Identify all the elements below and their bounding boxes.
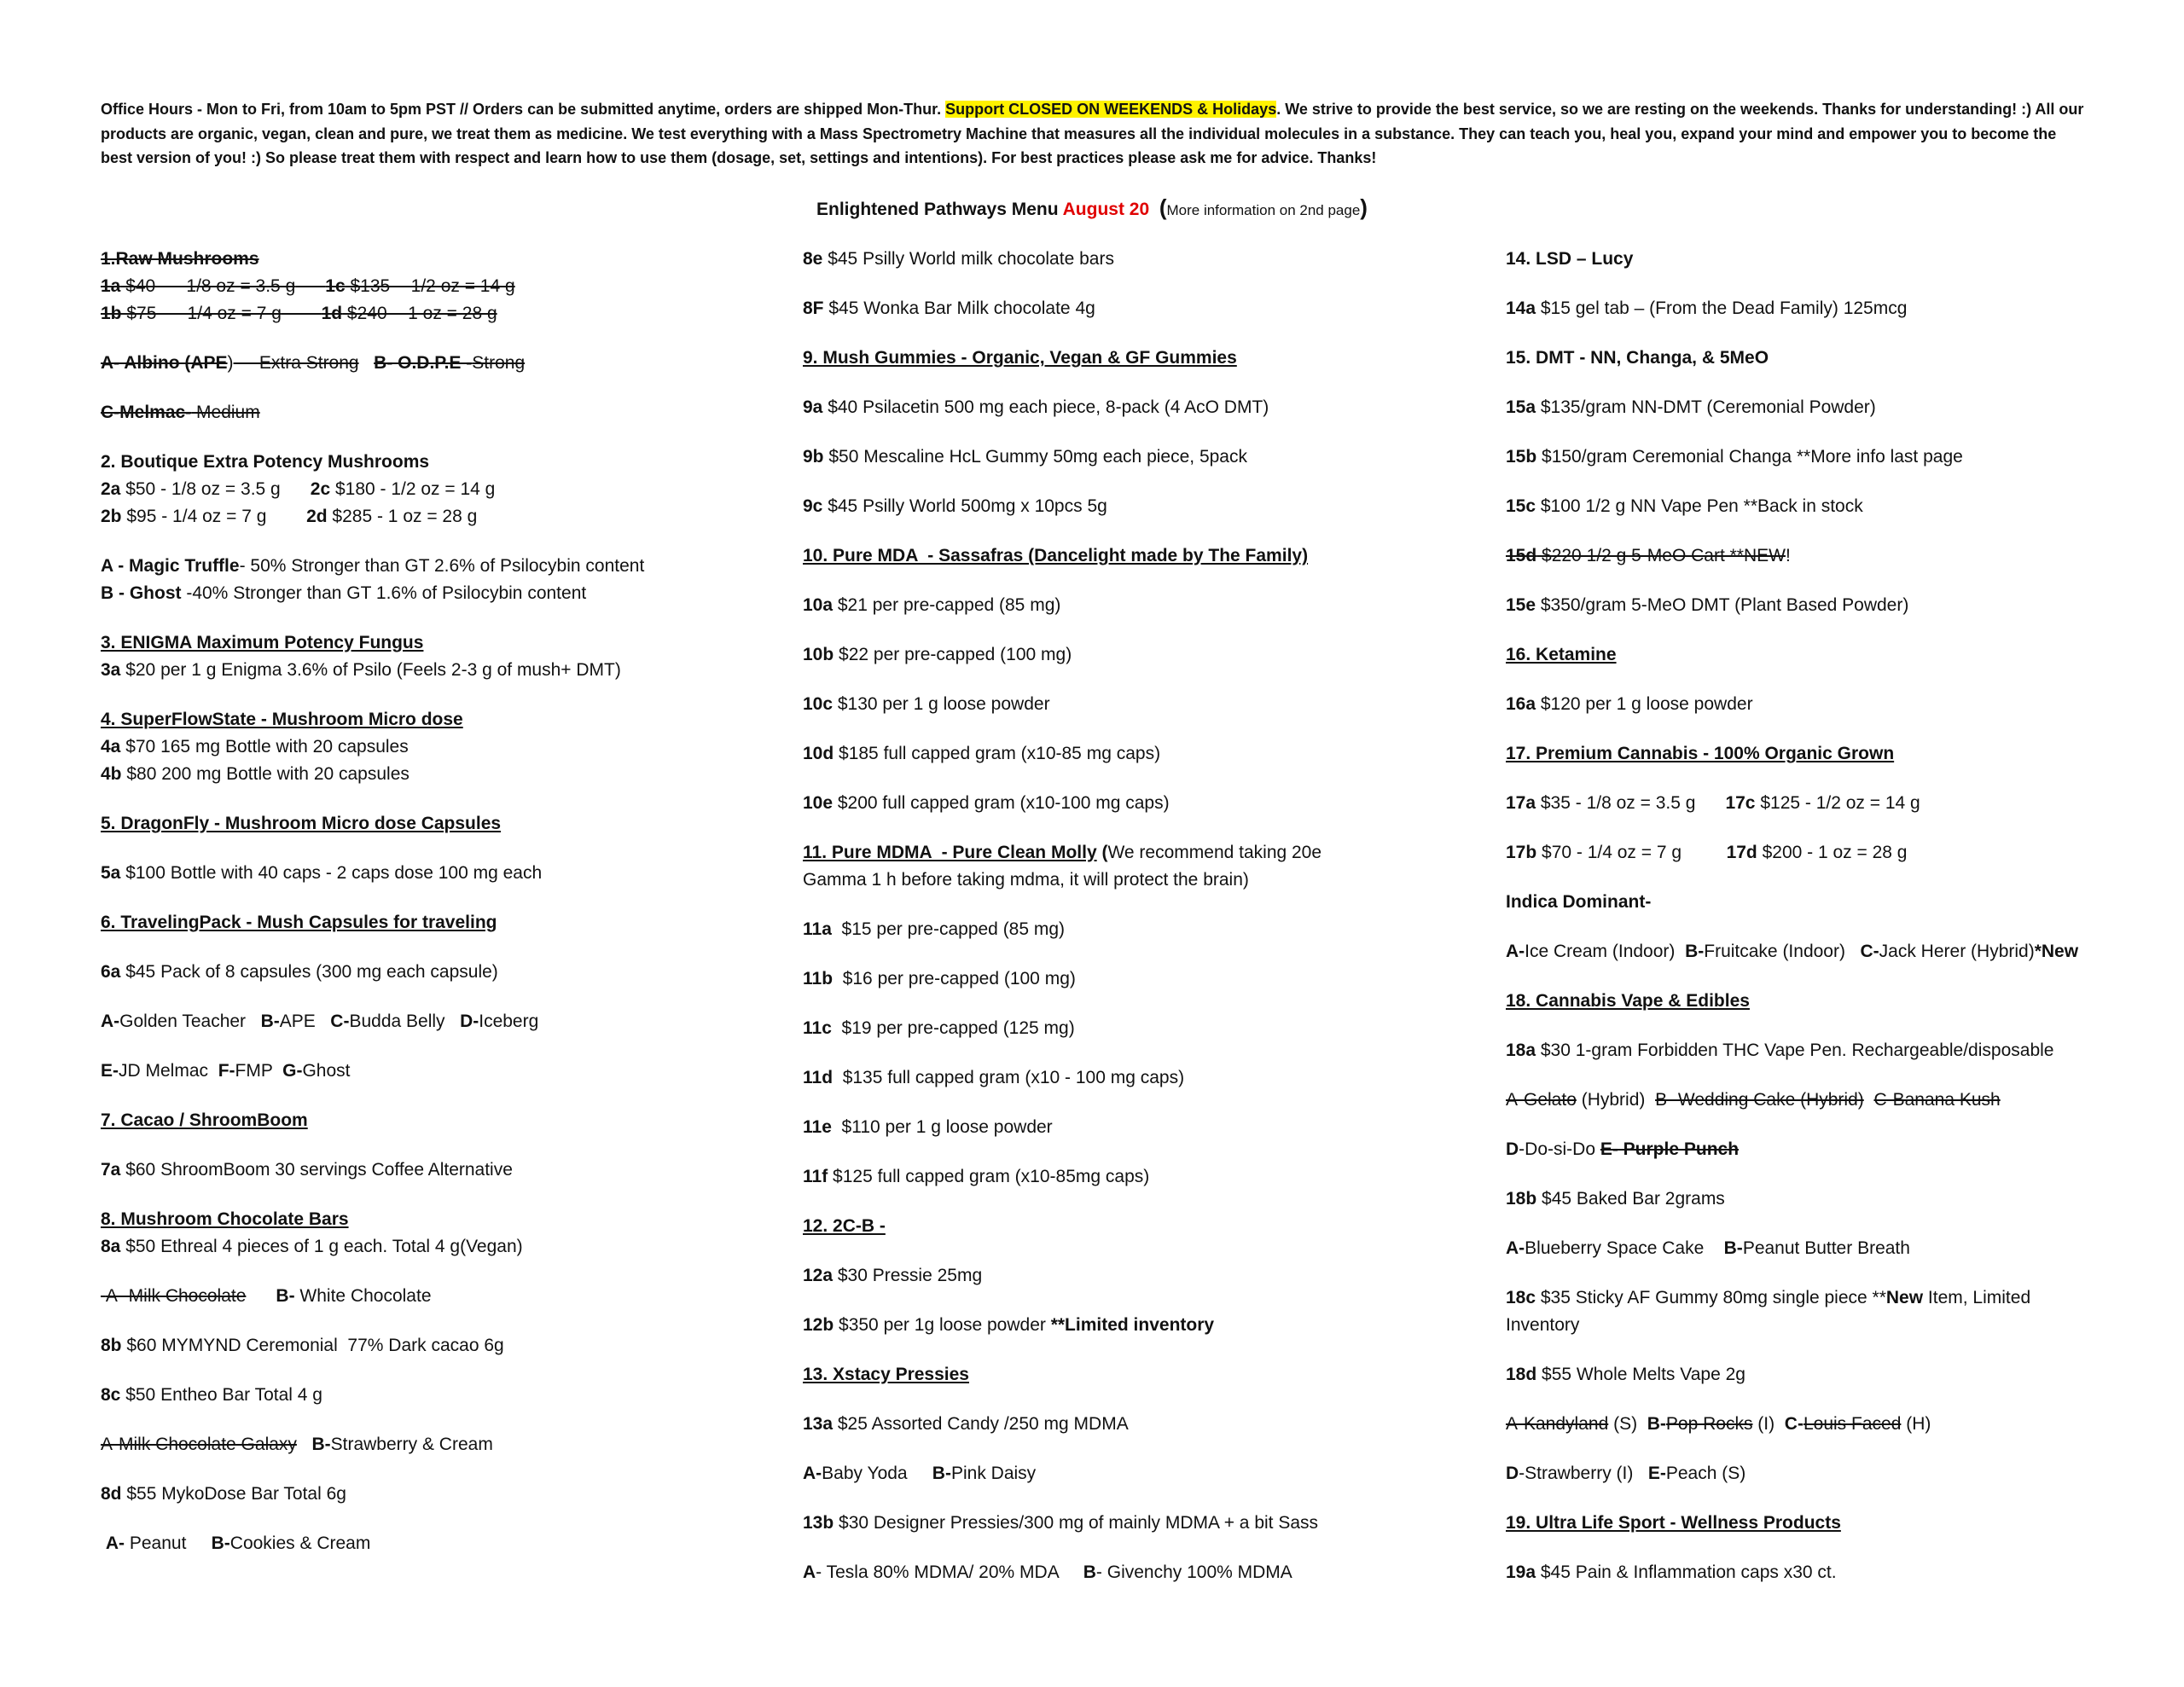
menu-item: 3a $20 per 1 g Enigma 3.6% of Psilo (Feels 2-3 g of mush+ DMT) xyxy=(101,660,621,680)
intro-text-1: Office Hours - Mon to Fri, from 10am to 5pm PST // Orders can be submitted anytime, orders are shipped Mon-Thur. xyxy=(101,101,946,118)
variety-line: A- Milk Chocolate B- White Chocolate xyxy=(101,1286,432,1306)
menu-item: 18b $45 Baked Bar 2grams xyxy=(1506,1189,1725,1209)
menu-item: 4b $80 200 mg Bottle with 20 capsules xyxy=(101,764,410,784)
menu-item: 11f $125 full capped gram (x10-85mg caps) xyxy=(803,1167,1150,1186)
menu-item: 1b $75 - 1/4 oz = 7 g 1d $240 - 1 oz = 28 g xyxy=(101,304,497,323)
menu-item: 1a $40 - 1/8 oz = 3.5 g 1c $135 - 1/2 oz = 14 g xyxy=(101,276,515,296)
support-closed-highlight: Support CLOSED ON WEEKENDS & Holidays xyxy=(945,101,1277,118)
menu-item: 19a $45 Pain & Inflammation caps x30 ct. xyxy=(1506,1562,1837,1582)
menu-item: 11d $135 full capped gram (x10 - 100 mg caps) xyxy=(803,1068,1185,1087)
menu-item: 8c $50 Entheo Bar Total 4 g xyxy=(101,1385,322,1405)
section-heading: 8. Mushroom Chocolate Bars xyxy=(101,1209,349,1229)
section-heading: Indica Dominant- xyxy=(1506,892,1652,912)
variety-line: C-Melmac- Medium xyxy=(101,403,260,422)
section-heading: 15. DMT - NN, Changa, & 5MeO xyxy=(1506,348,1769,368)
variety-line: D-Strawberry (I) E-Peach (S) xyxy=(1506,1464,1746,1483)
section-heading: 12. 2C-B - xyxy=(803,1216,886,1236)
menu-item: 12a $30 Pressie 25mg xyxy=(803,1266,983,1285)
section-heading: 18. Cannabis Vape & Edibles xyxy=(1506,991,1750,1011)
menu-item: 13a $25 Assorted Candy /250 mg MDMA xyxy=(803,1414,1129,1434)
menu-item: 11e $110 per 1 g loose powder xyxy=(803,1117,1053,1137)
menu-item: 14a $15 gel tab – (From the Dead Family) 125mcg xyxy=(1506,299,1908,318)
menu-item: 18a $30 1-gram Forbidden THC Vape Pen. Rechargeable/disposable xyxy=(1506,1041,2054,1060)
menu-column-3 xyxy=(1506,246,2184,1609)
menu-item: 17b $70 - 1/4 oz = 7 g 17d $200 - 1 oz = 28 g xyxy=(1506,843,1908,862)
title-paren-open: ( xyxy=(1159,194,1167,220)
section-heading: 3. ENIGMA Maximum Potency Fungus xyxy=(101,633,424,652)
menu-item: 12b $350 per 1g loose powder **Limited inventory xyxy=(803,1315,1215,1335)
menu-item: 8d $55 MykoDose Bar Total 6g xyxy=(101,1484,346,1504)
section-heading: 4. SuperFlowState - Mushroom Micro dose xyxy=(101,710,463,729)
section-heading: 5. DragonFly - Mushroom Micro dose Capsules xyxy=(101,814,502,833)
menu-item: 9b $50 Mescaline HcL Gummy 50mg each piece, 5pack xyxy=(803,447,1247,467)
menu-item: 17a $35 - 1/8 oz = 3.5 g 17c $125 - 1/2 oz = 14 g xyxy=(1506,793,1920,813)
menu-item: 16a $120 per 1 g loose powder xyxy=(1506,694,1753,714)
intro-text-2: . We strive to provide the best service, so we are resting on the weekends. Thanks for understanding! :) All our products are organic, vegan, clean and pure, we treat them as medicine. We test everything with a Mass Spectrometry Machine that measures all the individual molecules in a substance. They can teach you, heal you, expand your mind and empower you to become the best version of you! :) So please treat them with respect and learn how to use them (dosage, set, settings and intentions). For best practices please ask me for advice. Thanks! xyxy=(101,101,2084,166)
variety-line: A-Kandyland (S) B-Pop Rocks (I) C-Louis Faced (H) xyxy=(1506,1414,1931,1434)
variety-line: D-Do-si-Do E- Purple Punch xyxy=(1506,1139,1740,1159)
variety-line: A-Milk Chocolate Galaxy B-Strawberry & Cream xyxy=(101,1435,493,1454)
menu-item: 15a $135/gram NN-DMT (Ceremonial Powder) xyxy=(1506,397,1876,417)
menu-item: 8b $60 MYMYND Ceremonial 77% Dark cacao 6g xyxy=(101,1336,504,1355)
menu-item: 11b $16 per pre-capped (100 mg) xyxy=(803,969,1076,988)
menu-item: 5a $100 Bottle with 40 caps - 2 caps dose 100 mg each xyxy=(101,863,543,883)
menu-item: 10c $130 per 1 g loose powder xyxy=(803,694,1050,714)
menu-item: 15d $220 1/2 g 5-MeO Cart **NEW! xyxy=(1506,546,1791,565)
section-heading: 16. Ketamine xyxy=(1506,645,1617,664)
section-heading: 1.Raw Mushrooms xyxy=(101,249,259,269)
menu-item: 11a $15 per pre-capped (85 mg) xyxy=(803,919,1066,939)
menu-item: 13b $30 Designer Pressies/300 mg of mainly MDMA + a bit Sass xyxy=(803,1513,1319,1533)
menu-item: 15b $150/gram Ceremonial Changa **More info last page xyxy=(1506,447,1963,467)
section-heading: 10. Pure MDA - Sassafras (Dancelight made by The Family) xyxy=(803,546,1309,565)
section-heading: 13. Xstacy Pressies xyxy=(803,1365,969,1384)
menu-item: 10a $21 per pre-capped (85 mg) xyxy=(803,595,1061,615)
section-heading: 11. Pure MDMA - Pure Clean Molly (We recommend taking 20e Gamma 1 h before taking mdma, it will protect the brain) xyxy=(803,843,1327,890)
intro-notice xyxy=(101,97,2088,171)
menu-item: 15e $350/gram 5-MeO DMT (Plant Based Powder) xyxy=(1506,595,1909,615)
menu-item: 9a $40 Psilacetin 500 mg each piece, 8-pack (4 AcO DMT) xyxy=(803,397,1269,417)
menu-title xyxy=(0,194,2184,221)
menu-date: August 20 xyxy=(1062,200,1150,219)
menu-item: 2a $50 - 1/8 oz = 3.5 g 2c $180 - 1/2 oz = 14 g xyxy=(101,479,496,499)
variety-line: A- Albino (APE) - Extra Strong B- O.D.P.E -Strong xyxy=(101,353,526,373)
variety-line: E-JD Melmac F-FMP G-Ghost xyxy=(101,1061,351,1081)
variety-line: B - Ghost -40% Stronger than GT 1.6% of Psilocybin content xyxy=(101,583,587,603)
title-note: More information on 2nd page xyxy=(1166,202,1361,218)
variety-line: A-Ice Cream (Indoor) B-Fruitcake (Indoor) C-Jack Herer (Hybrid)*New xyxy=(1506,942,2079,961)
section-heading: 19. Ultra Life Sport - Wellness Products xyxy=(1506,1513,1841,1533)
section-heading: 7. Cacao / ShroomBoom xyxy=(101,1110,308,1130)
menu-item: 8a $50 Ethreal 4 pieces of 1 g each. Total 4 g(Vegan) xyxy=(101,1237,523,1256)
section-heading: 14. LSD – Lucy xyxy=(1506,249,1634,269)
menu-item: 10d $185 full capped gram (x10-85 mg caps) xyxy=(803,744,1161,763)
section-heading: 2. Boutique Extra Potency Mushrooms xyxy=(101,452,430,472)
menu-title-main: Enlightened Pathways Menu xyxy=(816,200,1063,219)
section-heading: 6. TravelingPack - Mush Capsules for traveling xyxy=(101,913,497,932)
menu-item: 6a $45 Pack of 8 capsules (300 mg each capsule) xyxy=(101,962,498,982)
menu-item: 7a $60 ShroomBoom 30 servings Coffee Alternative xyxy=(101,1160,513,1180)
menu-item: 15c $100 1/2 g NN Vape Pen **Back in stock xyxy=(1506,496,1863,516)
menu-item: 18c $35 Sticky AF Gummy 80mg single piece **New Item, Limited Inventory xyxy=(1506,1288,2036,1335)
menu-item: 8e $45 Psilly World milk chocolate bars xyxy=(803,249,1114,269)
menu-item: 2b $95 - 1/4 oz = 7 g 2d $285 - 1 oz = 28 g xyxy=(101,507,478,526)
menu-column-2 xyxy=(803,246,1485,1609)
menu-item: 4a $70 165 mg Bottle with 20 capsules xyxy=(101,737,409,757)
section-heading: 17. Premium Cannabis - 100% Organic Grown xyxy=(1506,744,1895,763)
menu-item: 8F $45 Wonka Bar Milk chocolate 4g xyxy=(803,299,1095,318)
section-heading: 9. Mush Gummies - Organic, Vegan & GF Gummies xyxy=(803,348,1237,368)
menu-item: 18d $55 Whole Melts Vape 2g xyxy=(1506,1365,1745,1384)
variety-line: A- Peanut B-Cookies & Cream xyxy=(101,1533,371,1553)
variety-line: A-Baby Yoda B-Pink Daisy xyxy=(803,1464,1037,1483)
menu-item: 9c $45 Psilly World 500mg x 10pcs 5g xyxy=(803,496,1107,516)
menu-item: 11c $19 per pre-capped (125 mg) xyxy=(803,1018,1075,1038)
variety-line: A-Gelato (Hybrid) B- Wedding Cake (Hybrid) C-Banana Kush xyxy=(1506,1090,2001,1110)
variety-line: A-Golden Teacher B-APE C-Budda Belly D-Iceberg xyxy=(101,1012,539,1031)
variety-line: A-Blueberry Space Cake B-Peanut Butter Breath xyxy=(1506,1238,1910,1258)
variety-line: A- Tesla 80% MDMA/ 20% MDA B- Givenchy 100% MDMA xyxy=(803,1562,1292,1582)
menu-item: 10b $22 per pre-capped (100 mg) xyxy=(803,645,1072,664)
menu-column-1 xyxy=(101,246,783,1580)
title-paren-close: ) xyxy=(1360,194,1368,220)
menu-item: 10e $200 full capped gram (x10-100 mg caps) xyxy=(803,793,1170,813)
variety-line: A - Magic Truffle- 50% Stronger than GT 2.6% of Psilocybin content xyxy=(101,556,645,576)
